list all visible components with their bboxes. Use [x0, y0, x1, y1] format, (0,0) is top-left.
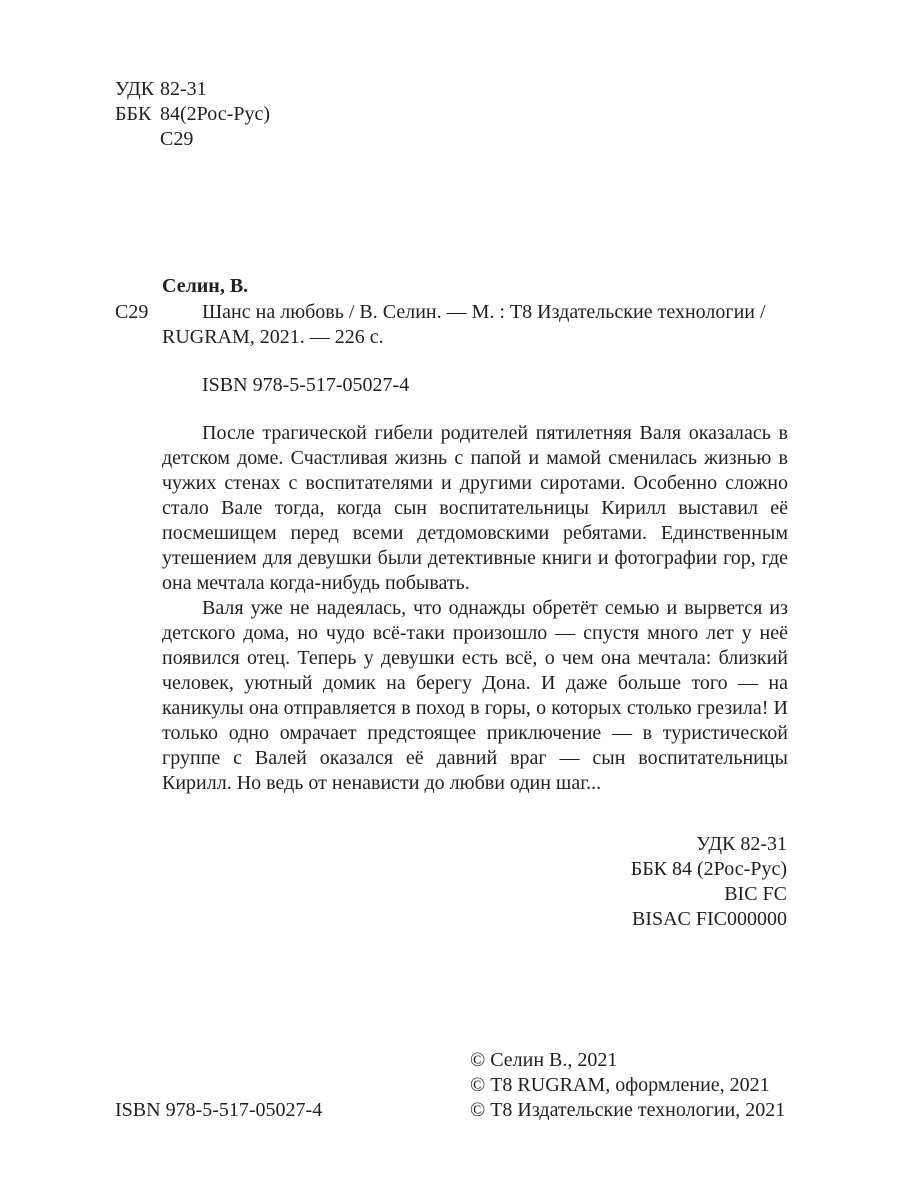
- author-mark-left: С29: [115, 301, 149, 323]
- udk-row: [115, 77, 270, 102]
- copyright-line: © Т8 RUGRAM, оформление, 2021: [470, 1074, 770, 1096]
- bic-code: BIC FC: [724, 883, 787, 905]
- copyright-block: [470, 1048, 785, 1123]
- bbk-value: 84(2Рос-Рус): [160, 103, 270, 125]
- annotation: [162, 421, 788, 796]
- udk-code: УДК 82-31: [696, 833, 787, 855]
- isbn-footer: ISBN 978-5-517-05027-4: [115, 1099, 323, 1121]
- copyright-line: © Т8 Издательские технологии, 2021: [470, 1099, 786, 1121]
- isbn-record: ISBN 978-5-517-05027-4: [202, 374, 410, 396]
- author-heading: Селин, В.: [162, 275, 249, 297]
- copyright-line: © Селин В., 2021: [470, 1049, 618, 1071]
- bisac-code: BISAC FIC000000: [631, 908, 787, 930]
- bbk-row: [115, 102, 270, 127]
- bbk-code: ББК 84 (2Рос-Рус): [630, 858, 787, 880]
- classification-top: [115, 77, 270, 152]
- udk-label: УДК: [115, 78, 155, 100]
- annotation-paragraph-2: Валя уже не надеялась, что однажды обретёт семью и вырвется из детского дома, но чудо всё-таки произошло — спустя много лет у неё появился отец. Теперь у девушки есть всё, о чем она мечтала: близкий человек, уютный домик на берегу Дона. И даже больше того — на каникулы она отправляется в поход в горы, о которых столько грезила! И только одно омрачает предстоящее приключение — в туристической группе с Валей оказался её давний враг — сын воспитательницы Кирилл. Но ведь от ненависти до любви один шаг...: [162, 597, 788, 794]
- bibliographic-line-1: Шанс на любовь / В. Селин. — М. : Т8 Издательские технологии /: [202, 301, 766, 323]
- udk-value: 82-31: [160, 78, 207, 100]
- classification-bottom: [631, 832, 787, 932]
- author-mark-row: [115, 127, 270, 152]
- annotation-paragraph-1: После трагической гибели родителей пятилетняя Валя оказалась в детском доме. Счастливая жизнь с папой и мамой сменилась жизнью в чужих стенах с воспитателями и другими сиротами. Особенно сложно стало Вале тогда, когда сын воспитательницы Кирилл выставил её посмешищем перед всеми детдомовскими ребятами. Единственным утешением для девушки были детективные книги и фотографии гор, где она мечтала когда-нибудь побывать.: [162, 422, 788, 594]
- bbk-label: ББК: [115, 103, 152, 125]
- author-mark: С29: [160, 128, 194, 150]
- bibliographic-line-2: RUGRAM, 2021. — 226 с.: [162, 326, 384, 348]
